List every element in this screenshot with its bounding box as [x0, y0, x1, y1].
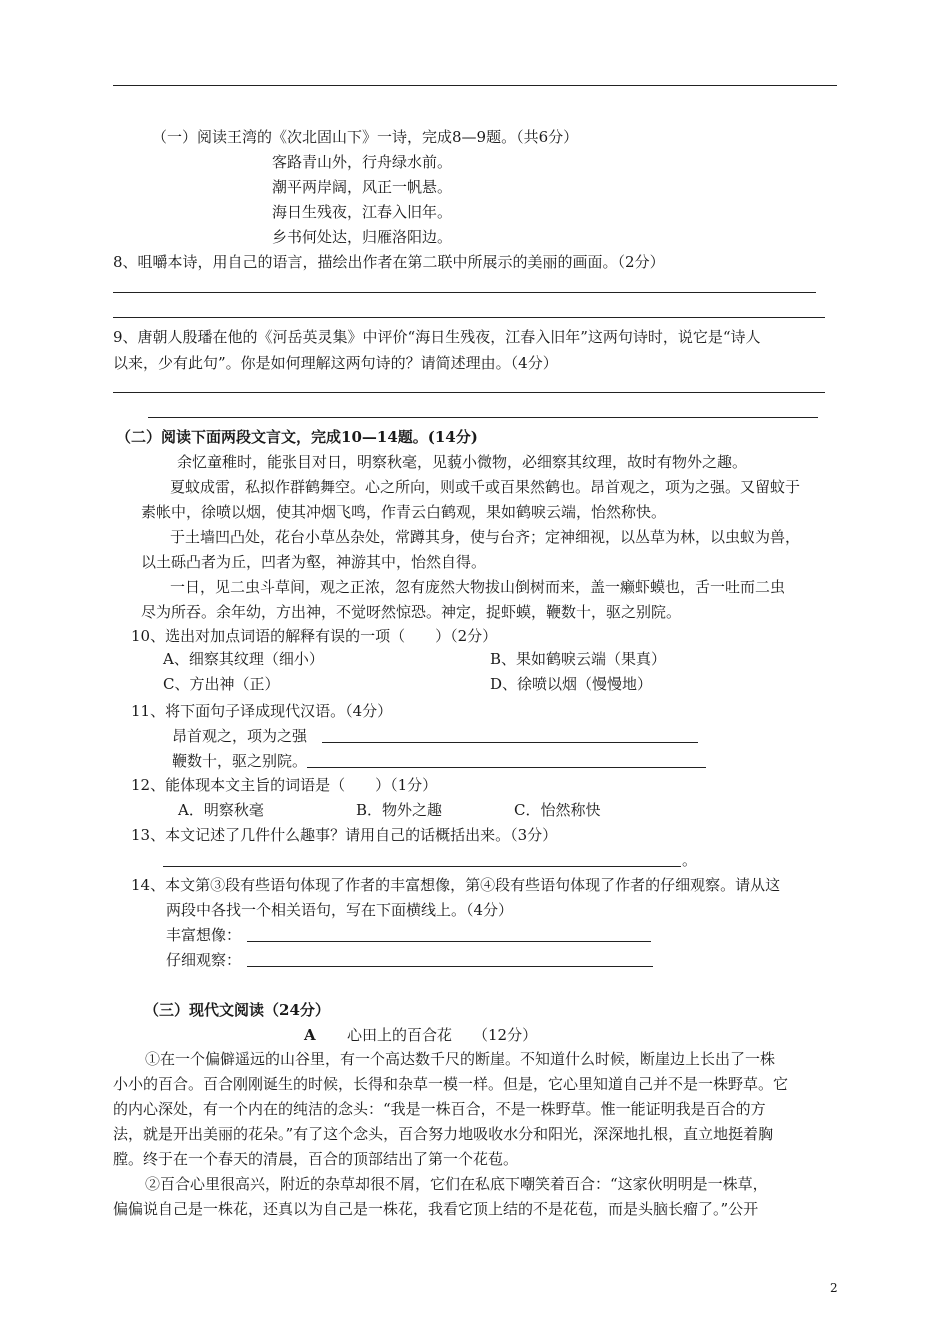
section3-header: （三）现代文阅读（24分） [144, 1001, 330, 1019]
poem-line-4: 乡书何处达，归雁洛阳边。 [272, 228, 453, 246]
q14-answer-line-1[interactable] [247, 941, 651, 942]
section2-header: （二）阅读下面两段文言文，完成10—14题。(14分) [116, 428, 478, 446]
header-rule [113, 85, 837, 86]
poem-line-1: 客路青山外，行舟绿水前。 [272, 153, 453, 171]
question-14-line-1: 14、本文第③段有些语句体现了作者的丰富想像，第④段有些语句体现了作者的仔细观察。请从这 [131, 876, 781, 894]
answer-line-8b[interactable] [113, 317, 825, 318]
question-13: 13、本文记述了几件什么趣事？请用自己的话概括出来。（3分） [131, 826, 558, 844]
question-9-line-1: 9、唐朝人殷璠在他的《河岳英灵集》中评价“海日生残夜，江春入旧年”这两句诗时，说它是“诗人 [113, 328, 761, 346]
question-12: 12、能体现本文主旨的词语是（ ）（1分） [131, 776, 438, 794]
classical-para-3-line-2: 以土砾凸者为丘，凹者为壑，神游其中，怡然自得。 [141, 553, 487, 571]
classical-para-3-line-1: 于土墙凹凸处，花台小草丛杂处，常蹲其身，使与台齐；定神细视，以丛草为林，以虫蚁为兽， [170, 528, 801, 546]
q10-option-a: A、细察其纹理（细小） [163, 650, 324, 668]
q14-label-observation: 仔细观察： [166, 951, 242, 969]
q10-option-b: B、果如鹤唳云端（果真） [490, 650, 667, 668]
q11-answer-line-2[interactable] [307, 767, 706, 768]
section1-header: （一）阅读王湾的《次北固山下》一诗，完成8—9题。（共6分） [152, 128, 579, 146]
q12-option-b: B．物外之趣 [356, 801, 443, 819]
question-9-line-2: 以来，少有此句”。你是如何理解这两句诗的？请简述理由。（4分） [113, 354, 558, 372]
page-number: 2 [830, 1281, 838, 1295]
question-10: 10、选出对加点词语的解释有误的一项（ ）（2分） [131, 627, 498, 645]
modern-para-2-line-2: 偏偏说自己是一株花，还真以为自己是一株花，我看它顶上结的不是花苞，而是头脑长瘤了。”公开 [113, 1200, 759, 1218]
q13-period: 。 [682, 851, 698, 869]
q11-answer-line-1[interactable] [322, 742, 698, 743]
q11-sentence-1: 昂首观之，项为之强 [172, 727, 308, 745]
modern-para-1-line-4: 法，就是开出美丽的花朵。”有了这个念头，百合努力地吸收水分和阳光，深深地扎根，直立地挺着胸 [113, 1125, 774, 1143]
passage-title: 心田上的百合花 [347, 1026, 453, 1044]
classical-para-1: 余忆童稚时，能张目对日，明察秋毫，见藐小微物，必细察其纹理，故时有物外之趣。 [177, 453, 748, 471]
question-8: 8、咀嚼本诗，用自己的语言，描绘出作者在第二联中所展示的美丽的画面。（2分） [113, 253, 665, 271]
modern-para-1-line-3: 的内心深处，有一个内在的纯洁的念头：“我是一株百合，不是一株野草。惟一能证明我是百合的方 [113, 1100, 766, 1118]
answer-line-9b[interactable] [148, 417, 818, 418]
q10-option-c: C、方出神（正） [163, 675, 280, 693]
q12-option-a: A．明察秋毫 [178, 801, 264, 819]
q12-option-c: C．怡然称快 [514, 801, 601, 819]
q11-sentence-2: 鞭数十，驱之别院。 [172, 752, 308, 770]
classical-para-2-line-1: 夏蚊成雷，私拟作群鹤舞空。心之所向，则或千或百果然鹤也。昂首观之，项为之强。又留蚊于 [170, 478, 801, 496]
classical-para-2-line-2: 素帐中，徐喷以烟，使其冲烟飞鸣，作青云白鹤观，果如鹤唳云端，怡然称快。 [141, 503, 667, 521]
answer-line-9a[interactable] [113, 392, 825, 393]
classical-para-4-line-1: 一日，见二虫斗草间，观之正浓，忽有庞然大物拔山倒树而来，盖一癞虾蟆也，舌一吐而二虫 [170, 578, 786, 596]
passage-score: （12分） [473, 1026, 538, 1044]
modern-para-1-line-2: 小小的百合。百合刚刚诞生的时候，长得和杂草一模一样。但是，它心里知道自己并不是一株野草。它 [113, 1075, 789, 1093]
answer-line-8a[interactable] [113, 292, 816, 293]
question-11: 11、将下面句子译成现代汉语。（4分） [131, 702, 393, 720]
modern-para-1-line-1: ①在一个偏僻遥远的山谷里，有一个高达数千尺的断崖。不知道什么时候，断崖边上长出了一株 [145, 1050, 776, 1068]
modern-para-2-line-1: ②百合心里很高兴，附近的杂草却很不屑，它们在私底下嘲笑着百合：“这家伙明明是一株草， [145, 1175, 768, 1193]
q10-option-d: D、徐喷以烟（慢慢地） [490, 675, 653, 693]
q14-label-imagination: 丰富想像： [166, 926, 242, 944]
poem-line-3: 海日生残夜，江春入旧年。 [272, 203, 453, 221]
passage-label: A [304, 1026, 316, 1044]
q13-answer-line[interactable] [163, 866, 681, 867]
classical-para-4-line-2: 尽为所吞。余年幼，方出神，不觉呀然惊恐。神定，捉虾蟆，鞭数十，驱之别院。 [141, 603, 682, 621]
poem-line-2: 潮平两岸阔，风正一帆悬。 [272, 178, 453, 196]
q14-answer-line-2[interactable] [247, 966, 653, 967]
question-14-line-2: 两段中各找一个相关语句，写在下面横线上。（4分） [166, 901, 514, 919]
modern-para-1-line-5: 膛。终于在一个春天的清晨，百合的顶部结出了第一个花苞。 [113, 1150, 519, 1168]
